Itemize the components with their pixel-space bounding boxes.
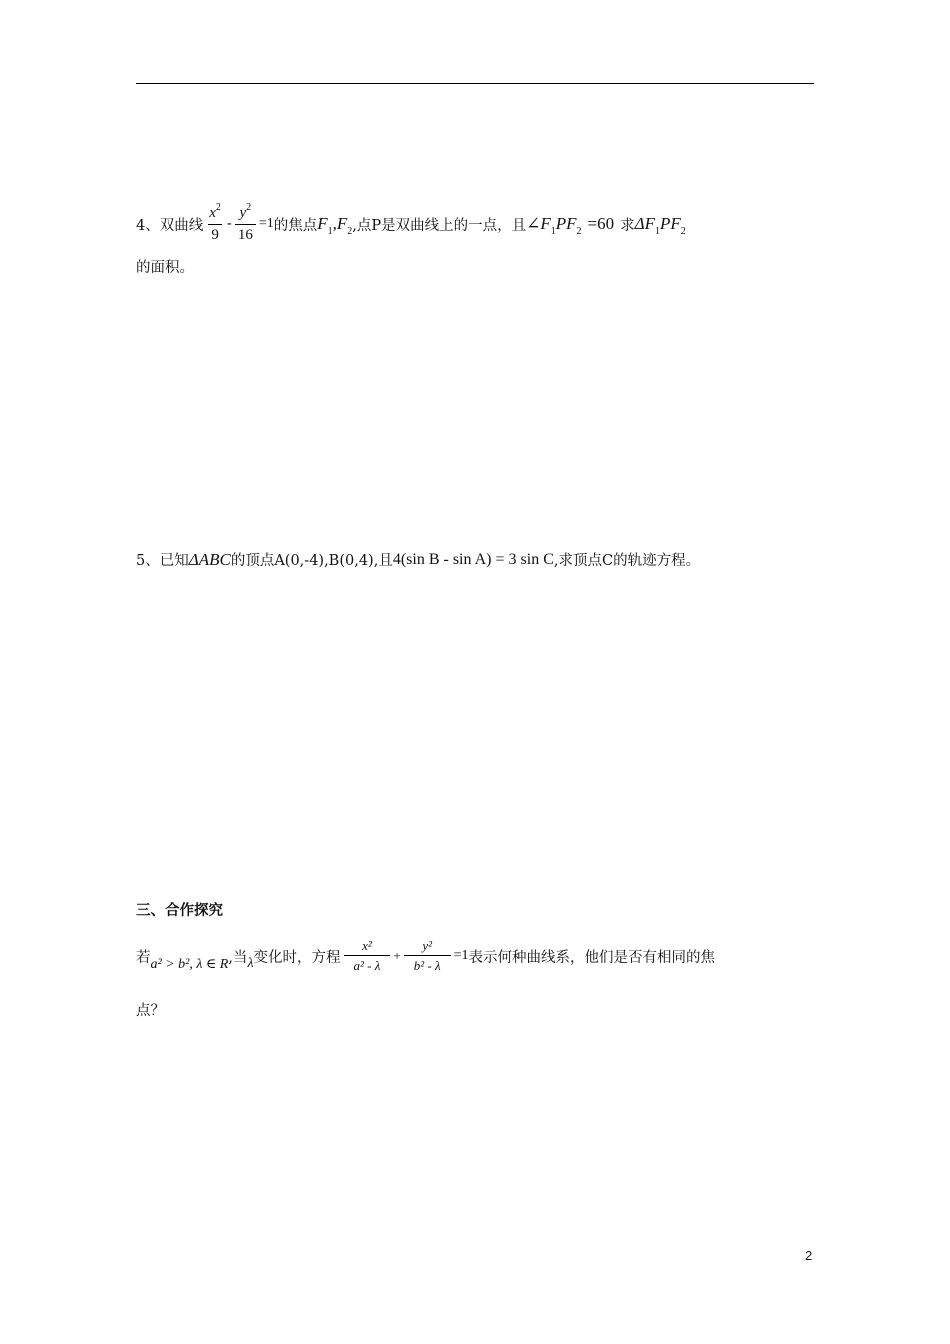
q4-text2: ,点P是双曲线上的一点，且	[352, 217, 527, 234]
question-5	[136, 549, 700, 570]
s3-end: 表示何种曲线系，他们是否有相同的焦	[468, 949, 715, 966]
q4-angle-expr: $\angle F_1PF_2$	[526, 214, 582, 237]
section-3-heading: 三、合作探究	[136, 903, 223, 919]
s3-lambda: λ	[247, 956, 254, 971]
q4-fraction-x2-over-9: $\frac{x^2}{9}$	[209, 201, 221, 243]
q4-minus: -	[226, 216, 232, 232]
q5-text2: ,求顶点C的轨迹方程。	[553, 553, 701, 569]
q5-prefix: 5、已知	[136, 553, 189, 569]
s3-fraction-y: $\frac{\text{y²}}{\text{b² - λ}}$	[404, 937, 451, 976]
q4-triangle-expr: $\Delta F_1PF_2$	[634, 214, 686, 237]
s3-mid2: 变化时，方程	[253, 949, 341, 966]
page-number: 2	[805, 1248, 813, 1263]
q5-triangle: ΔABC	[188, 549, 231, 569]
q4-text3: 求	[620, 217, 635, 234]
section-3-line-2	[136, 999, 165, 1020]
s3-fraction-x: $\frac{\text{x²}}{\text{a² - λ}}$	[344, 937, 391, 976]
q4-line2-text: 的面积。	[136, 260, 194, 276]
q4-prefix: 4、双曲线	[136, 217, 204, 234]
q5-text1: 的顶点A(0,-4),B(0,4),且	[230, 553, 393, 569]
q5-equation: 4(sin B - sin A) = 3 sin C	[392, 550, 554, 568]
s3-line2-text: 点？	[136, 1003, 165, 1019]
q4-eq1: =1	[258, 216, 274, 231]
q4-text1: 的焦点	[273, 217, 318, 234]
s3-condition: a² > b², λ ∈ R	[150, 956, 229, 972]
q4-f1: $F_1$	[317, 214, 333, 237]
section-3-line-1	[136, 929, 715, 983]
question-4-line-1	[136, 201, 686, 247]
s3-plus: +	[393, 948, 401, 963]
q4-eq60: =60	[587, 214, 615, 233]
q4-f2: $F_2$	[336, 214, 353, 237]
s3-mid: ,当	[228, 949, 248, 966]
header-rule	[136, 83, 814, 84]
question-4-line-2	[136, 256, 194, 277]
q4-fraction-y2-over-16: $\frac{y^2}{16}$	[235, 204, 256, 245]
s3-eq1: =1	[453, 948, 469, 963]
s3-start: 若	[136, 949, 151, 966]
q4-comma: ,	[332, 214, 337, 233]
